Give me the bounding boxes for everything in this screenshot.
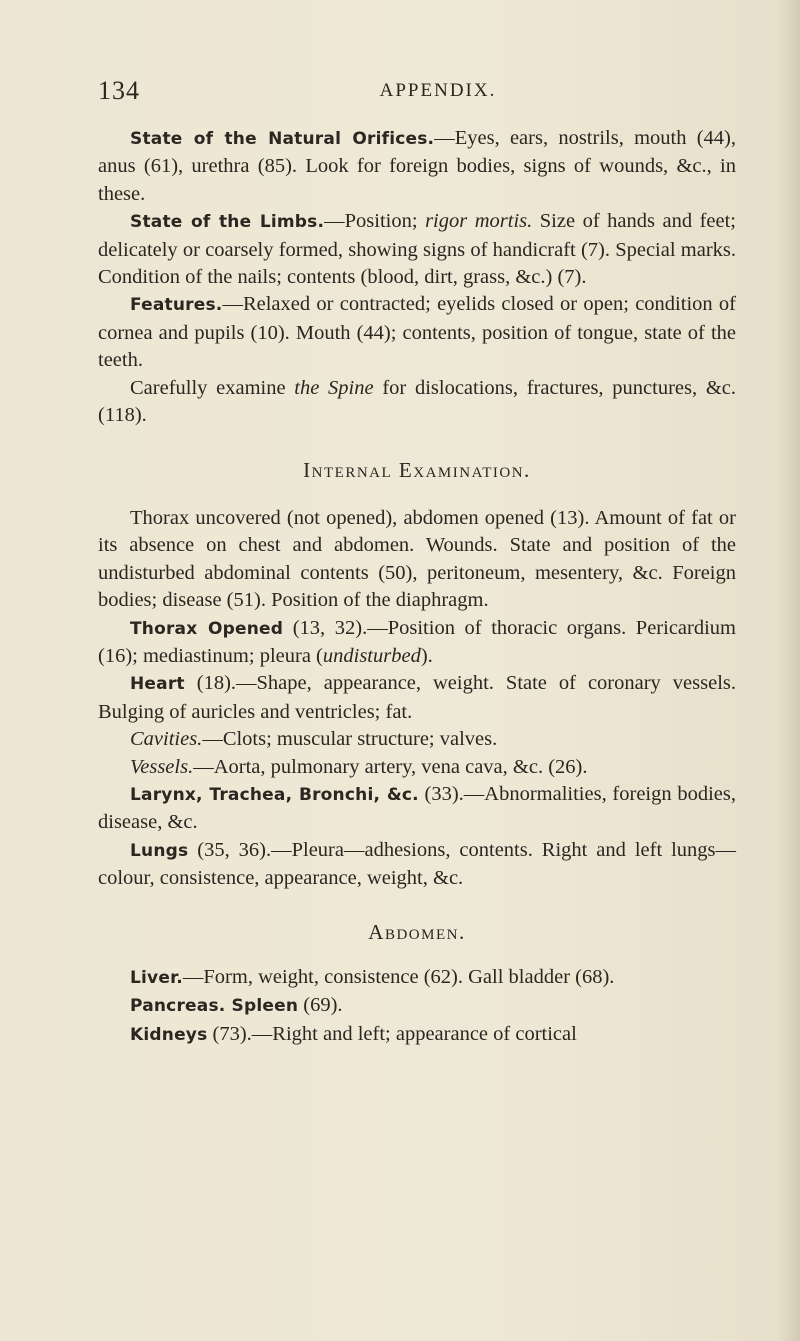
- text-heart: (18).—Shape, appearance, weight. State of coronary vessels. Bulging of auricles and ventricles; fat.: [98, 672, 736, 723]
- text-thorax-a: (13, 32).—Position of thoracic organs. Pericardium (16); mediastinum; pleura (: [98, 616, 736, 667]
- paragraph-natural-orifices: [98, 125, 736, 208]
- text-limbs-a: —Position;: [324, 210, 426, 233]
- text-lungs: (35, 36).—Pleura—adhesions, contents. Right and left lungs—colour, consistence, appearance, weight, &c.: [98, 838, 736, 890]
- paragraph-pancreas: [98, 992, 736, 1020]
- heading-features: Features.: [130, 295, 223, 316]
- paragraph-features: [98, 291, 736, 374]
- paragraph-larynx: [98, 781, 736, 837]
- text-kidneys: (73).—Right and left; appearance of cortical: [207, 1022, 577, 1045]
- heading-liver: Liver.: [130, 967, 183, 988]
- paragraph-limbs: [98, 208, 736, 291]
- paragraph-thorax: [98, 615, 736, 671]
- page-edge-shadow: [778, 0, 800, 1341]
- heading-heart: Heart: [130, 674, 185, 695]
- section-title-abdomen: Abdomen.: [368, 919, 466, 944]
- heading-thorax: Thorax Opened: [130, 618, 284, 639]
- text-features: —Relaxed or contracted; eyelids closed or open; condition of cornea and pupils (10). Mouth (44); contents, position of tongue, state of the teeth.: [98, 293, 736, 372]
- paragraph-cavities: [98, 726, 736, 753]
- heading-kidneys: Kidneys: [130, 1024, 208, 1045]
- paragraph-internal: Thorax uncovered (not opened), abdomen opened (13). Amount of fat or its absence on chest and abdomen. Wounds. State and position of the undisturbed abdominal contents (50), peritoneum, mesentery, &c. Foreign bodies; disease (51). Position of the diaphragm.: [98, 506, 736, 612]
- italic-spine: the Spine: [294, 376, 374, 399]
- text-cavities: —Clots; muscular structure; valves.: [202, 728, 498, 751]
- text-limbs-b: Size of hands and feet; delicately or coarsely formed, showing signs of handicraft (7). Special marks. Condition of the nails; contents (blood, dirt, grass, &c.) (7).: [98, 210, 736, 289]
- page-body: [98, 125, 736, 1049]
- italic-undisturbed: undisturbed: [322, 644, 421, 667]
- paragraph-heart: [98, 670, 736, 726]
- heading-larynx: Larynx, Trachea, Bronchi, &c.: [130, 784, 419, 805]
- paragraph-lungs: [98, 837, 736, 893]
- text-thorax-b: ).: [420, 644, 433, 667]
- heading-pancreas-spleen: Pancreas. Spleen: [130, 996, 299, 1017]
- text-natural-orifices: —Eyes, ears, nostrils, mouth (44), anus (61), urethra (85). Look for foreign bodies, signs of wounds, &c., in these.: [98, 127, 737, 205]
- heading-natural-orifices: State of the Natural Orifices.: [130, 129, 435, 149]
- paragraph-vessels: [98, 754, 736, 781]
- heading-limbs: State of the Limbs.: [130, 212, 325, 233]
- text-larynx: (33).—Abnormalities, foreign bodies, disease, &c.: [98, 782, 736, 834]
- running-head: APPENDIX.: [379, 80, 497, 101]
- page-number: 134: [98, 76, 140, 105]
- text-liver: —Form, weight, consistence (62). Gall bladder (68).: [182, 965, 615, 988]
- paragraph-spine: [98, 375, 736, 430]
- text-spine-a: Carefully examine: [130, 376, 295, 399]
- page-header: [98, 76, 738, 110]
- paragraph-kidneys: [98, 1021, 736, 1049]
- italic-vessels: Vessels.: [130, 755, 194, 778]
- italic-cavities: Cavities.: [130, 728, 203, 751]
- text-pancreas: (69).: [298, 994, 343, 1017]
- text-vessels: —Aorta, pulmonary artery, vena cava, &c. (26).: [193, 755, 588, 778]
- italic-rigor-mortis: rigor mortis.: [425, 210, 533, 233]
- heading-lungs: Lungs: [130, 840, 189, 861]
- text-spine-b: for dislocations, fractures, punctures, &c. (118).: [98, 376, 736, 427]
- section-title-internal-examination: Internal Examination.: [303, 458, 531, 483]
- paragraph-liver: [98, 964, 736, 992]
